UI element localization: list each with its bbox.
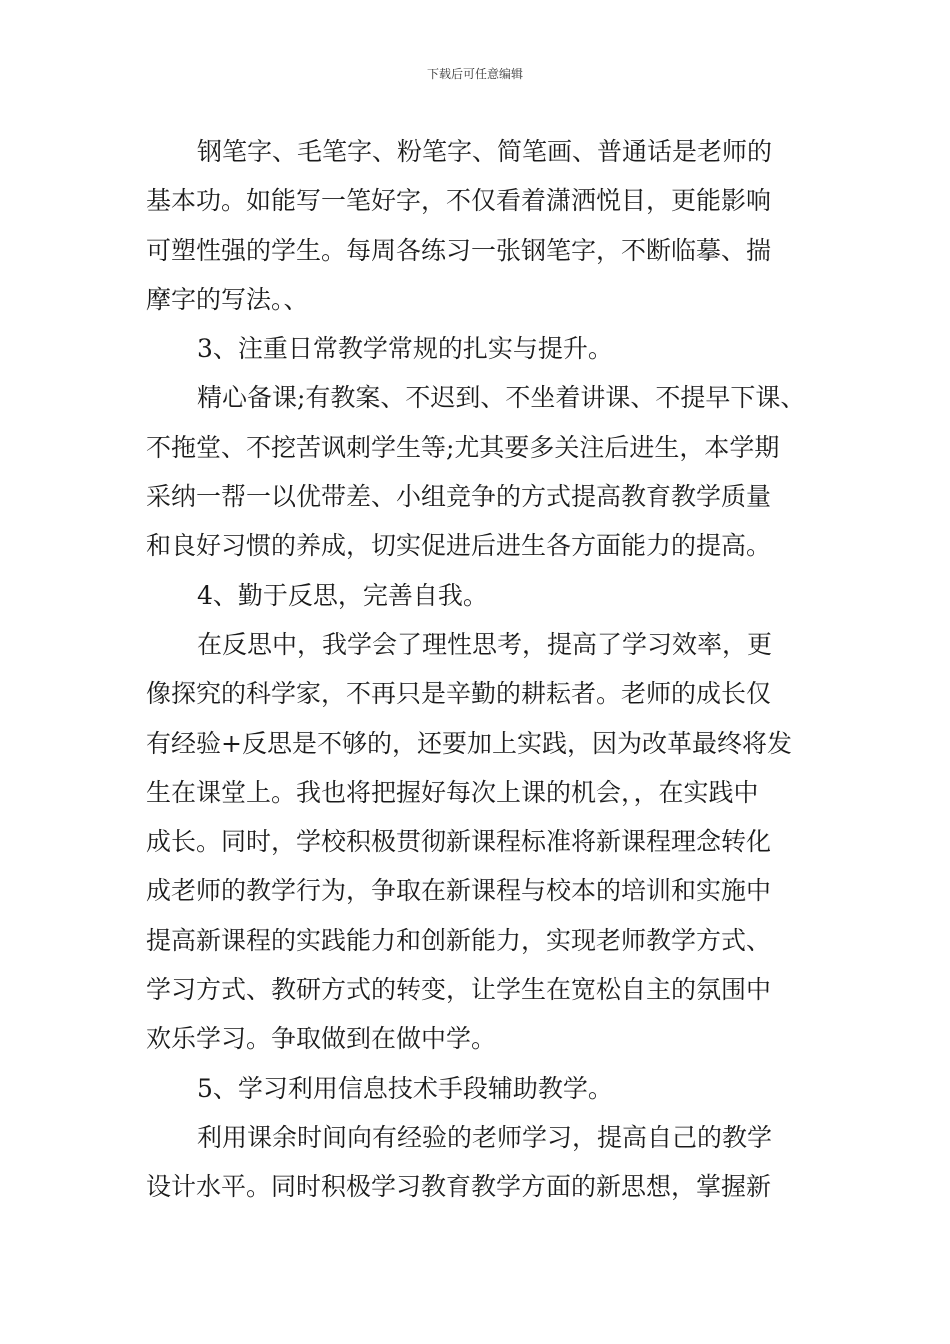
text-line: 设计水平。同时积极学习教育教学方面的新思想，掌握新 xyxy=(146,1172,772,1202)
text-line: 基本功。如能写一笔好字，不仅看着潇洒悦目，更能影响 xyxy=(146,186,772,216)
text-line: 有经验+反思是不够的，还要加上实践，因为改革最终将发 xyxy=(146,728,792,758)
text-line: 像探究的科学家，不再只是辛勤的耕耘者。老师的成长仅 xyxy=(146,679,772,709)
text-line: 成长。同时，学校积极贯彻新课程标准将新课程理念转化 xyxy=(146,827,772,857)
page-header: 下载后可任意编辑 xyxy=(426,67,523,81)
text-line: 欢乐学习。争取做到在做中学。 xyxy=(146,1024,497,1054)
text-line: 学习方式、教研方式的转变，让学生在宽松自主的氛围中 xyxy=(146,975,772,1005)
text-line: 精心备课;有教案、不迟到、不坐着讲课、不提早下课、 xyxy=(197,383,806,413)
text-line: 利用课余时间向有经验的老师学习，提高自己的教学 xyxy=(197,1122,773,1152)
section-heading: 4、勤于反思，完善自我。 xyxy=(197,580,488,610)
document-body xyxy=(146,127,812,1212)
text-line: 成老师的教学行为，争取在新课程与校本的培训和实施中 xyxy=(146,876,772,906)
text-line: 可塑性强的学生。每周各练习一张钢笔字，不断临摹、揣 xyxy=(146,235,772,265)
text-line: 不拖堂、不挖苦讽刺学生等;尤其要多关注后进生，本学期 xyxy=(146,432,780,462)
text-line: 钢笔字、毛笔字、粉笔字、简笔画、普通话是老师的 xyxy=(197,137,773,166)
text-line: 在反思中，我学会了理性思考，提高了学习效率，更 xyxy=(197,629,773,659)
text-line: 和良好习惯的养成，切实促进后进生各方面能力的提高。 xyxy=(146,531,772,561)
section-heading: 5、学习利用信息技术手段辅助教学。 xyxy=(197,1073,613,1103)
text-line: 摩字的写法。、 xyxy=(146,284,309,314)
section-heading: 3、注重日常教学常规的扎实与提升。 xyxy=(197,334,613,364)
text-line: 提高新课程的实践能力和创新能力，实现老师教学方式、 xyxy=(146,925,772,955)
text-line: 采纳一帮一以优带差、小组竞争的方式提高教育教学质量 xyxy=(146,482,772,512)
text-line: 生在课堂上。我也将把握好每次上课的机会，，在实践中 xyxy=(146,777,759,807)
